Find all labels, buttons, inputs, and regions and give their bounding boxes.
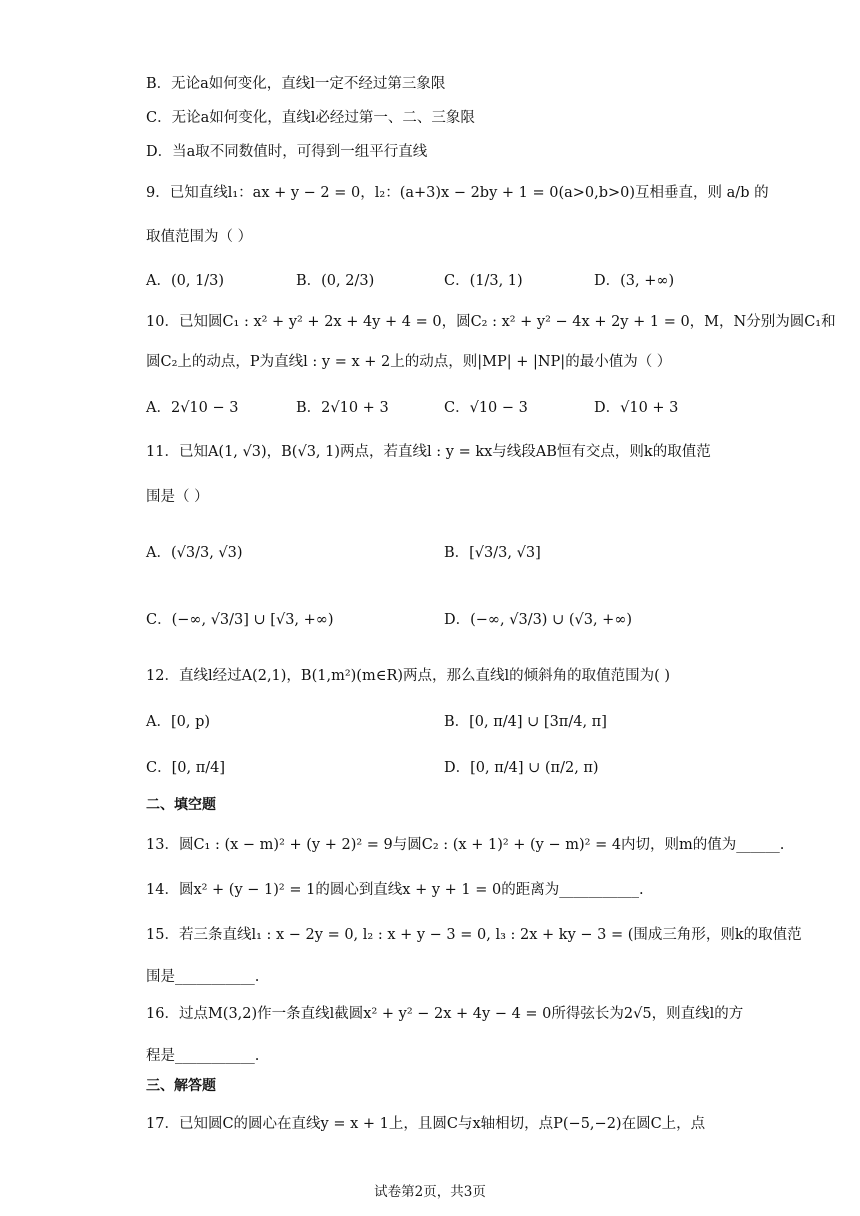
q11-option-d: D．(−∞, √3/3) ∪ (√3, +∞) — [444, 612, 633, 628]
page-footer: 试卷第2页，共3页 — [374, 1184, 486, 1200]
q13: 13．圆C₁ : (x − m)² + (y + 2)² = 9与圆C₂ : (x + 1)² + (y − m)² = 4内切，则m的值为______. — [146, 837, 785, 853]
q15-stem-cont: 围是___________. — [146, 969, 260, 985]
q10-stem: 10．已知圆C₁ : x² + y² + 2x + 4y + 4 = 0，圆C₂ : x² + y² − 4x + 2y + 1 = 0，M，N分别为圆C₁和 — [146, 314, 836, 330]
q16-stem: 16．过点M(3,2)作一条直线l截圆x² + y² − 2x + 4y − 4 = 0所得弦长为2√5，则直线l的方 — [146, 1006, 744, 1022]
q9-option-c: C．(1/3, 1) — [444, 273, 523, 289]
prev-option-b: B．无论a如何变化，直线l一定不经过第三象限 — [146, 76, 446, 92]
q17-stem: 17．已知圆C的圆心在直线y = x + 1上，且圆C与x轴相切，点P(−5,−2)在圆C上，点 — [146, 1116, 706, 1132]
q9-stem-cont: 取值范围为（ ） — [146, 229, 253, 245]
section-fill-in-heading: 二、填空题 — [146, 797, 216, 813]
q14: 14．圆x² + (y − 1)² = 1的圆心到直线x + y + 1 = 0的距离为___________. — [146, 882, 644, 898]
q16-stem-cont: 程是___________. — [146, 1048, 260, 1064]
q11-option-c: C．(−∞, √3/3] ∪ [√3, +∞) — [146, 612, 334, 628]
q12-option-c: C．[0, π/4] — [146, 760, 225, 776]
q12-option-a: A．[0, p) — [146, 714, 211, 730]
q10-option-b: B．2√10 + 3 — [296, 400, 389, 416]
q10-option-c: C．√10 − 3 — [444, 400, 528, 416]
prev-option-d: D．当a取不同数值时，可得到一组平行直线 — [146, 144, 428, 160]
q15-stem: 15．若三条直线l₁ : x − 2y = 0, l₂ : x + y − 3 = 0, l₃ : 2x + ky − 3 = (围成三角形，则k的取值范 — [146, 927, 802, 943]
q11-option-b: B．[√3/3, √3] — [444, 545, 541, 561]
q11-stem: 11．已知A(1, √3)，B(√3, 1)两点，若直线l : y = kx与线段AB恒有交点，则k的取值范 — [146, 444, 711, 460]
q10-option-a: A．2√10 − 3 — [146, 400, 239, 416]
q9-option-a: A．(0, 1/3) — [146, 273, 225, 289]
q9-stem: 9．已知直线l₁：ax + y − 2 = 0，l₂：(a+3)x − 2by + 1 = 0(a>0,b>0)互相垂直，则 a/b 的 — [146, 185, 769, 201]
q10-stem-cont: 圆C₂上的动点，P为直线l : y = x + 2上的动点，则|MP| + |NP|的最小值为（ ） — [146, 354, 672, 370]
q11-stem-cont: 围是（ ） — [146, 489, 209, 505]
section-answer-heading: 三、解答题 — [146, 1078, 216, 1094]
q9-option-d: D．(3, +∞) — [594, 273, 675, 289]
q9-option-b: B．(0, 2/3) — [296, 273, 375, 289]
q12-option-d: D．[0, π/4] ∪ (π/2, π) — [444, 760, 599, 776]
q10-option-d: D．√10 + 3 — [594, 400, 679, 416]
q12-stem: 12．直线l经过A(2,1)，B(1,m²)(m∈R)两点，那么直线l的倾斜角的取值范围为( ) — [146, 668, 671, 684]
q11-option-a: A．(√3/3, √3) — [146, 545, 243, 561]
prev-option-c: C．无论a如何变化，直线l必经过第一、二、三象限 — [146, 110, 475, 126]
q12-option-b: B．[0, π/4] ∪ [3π/4, π] — [444, 714, 607, 730]
